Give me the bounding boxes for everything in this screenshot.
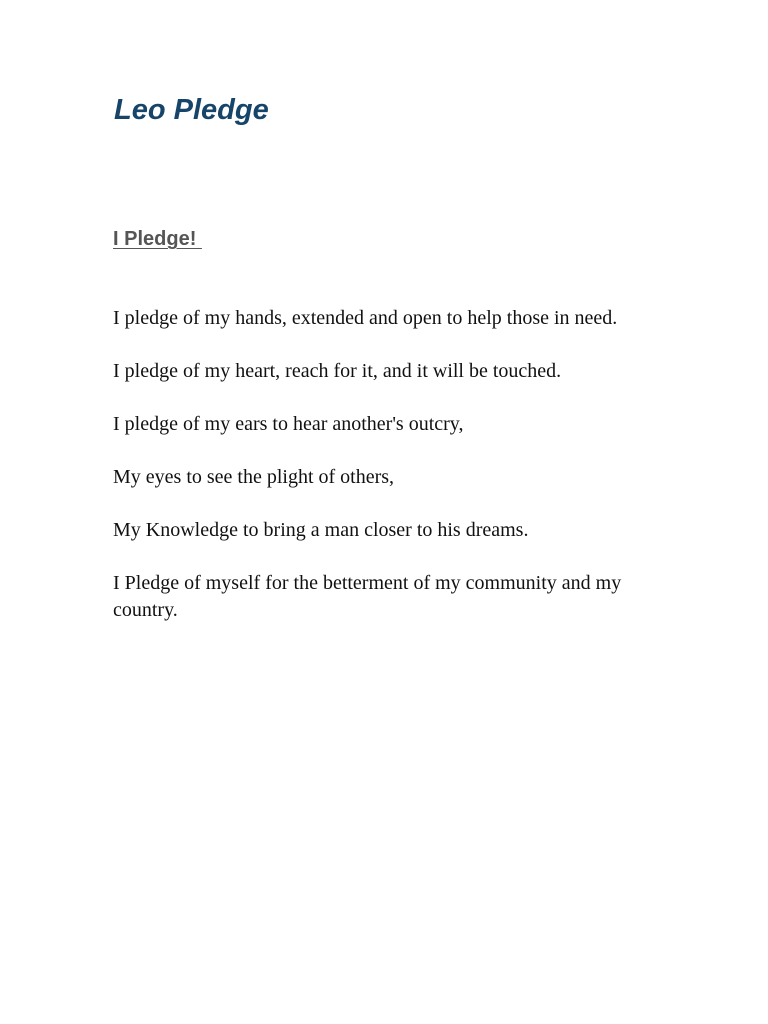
document-title: Leo Pledge xyxy=(114,94,269,126)
pledge-line-eyes: My eyes to see the plight of others, xyxy=(113,466,395,488)
pledge-line-knowledge: My Knowledge to bring a man closer to his dreams. xyxy=(113,519,529,541)
pledge-line-heart: I pledge of my heart, reach for it, and it will be touched. xyxy=(113,360,562,382)
section-heading: I Pledge! xyxy=(113,228,202,250)
pledge-line-ears: I pledge of my ears to hear another's outcry, xyxy=(113,413,464,435)
pledge-line-hands: I pledge of my hands, extended and open to help those in need. xyxy=(113,307,618,329)
pledge-line-myself: I Pledge of myself for the betterment of my community and my country. xyxy=(113,572,622,621)
pledge-text xyxy=(113,305,673,650)
